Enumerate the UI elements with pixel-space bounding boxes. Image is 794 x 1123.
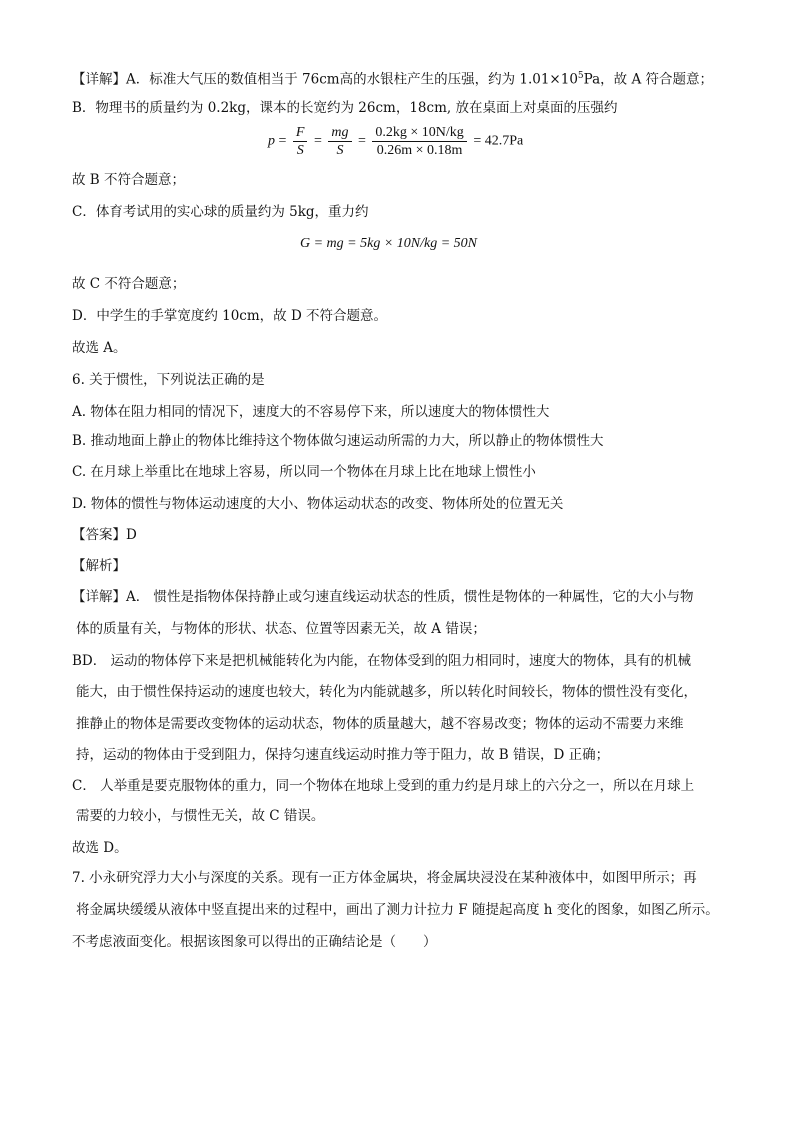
q6-option-c: C. 在月球上举重比在地球上容易，所以同一个物体在月球上比在地球上惯性小 bbox=[72, 464, 536, 480]
q6-detail-line: C． 人举重是要克服物体的重力，同一个物体在地球上受到的重力约是月球上的六分之一，所以在月球上 bbox=[72, 778, 695, 794]
question-7-stem: 将金属块缓缓从液体中竖直提出来的过程中，画出了测力计拉力 F 随提起高度 h 变化的图象，如图乙所示。 bbox=[76, 902, 719, 918]
q6-detail-line: 【详解】A． 惯性是指物体保持静止或匀速直线运动状态的性质，惯性是物体的一种属性，它的大小与物 bbox=[72, 589, 694, 605]
q6-option-a: A. 物体在阻力相同的情况下，速度大的不容易停下来，所以速度大的物体惯性大 bbox=[72, 404, 550, 420]
detail-c-conclusion: 故 C 不符合题意； bbox=[72, 276, 186, 292]
detail-a-line: 【详解】A．标准大气压的数值相当于 76cm高的水银柱产生的压强，约为 $1.01\times 10^5Pa$，故 A 符合题意； bbox=[72, 71, 714, 88]
q6-detail-line: 需要的力较小，与惯性无关，故 C 错误。 bbox=[76, 808, 325, 824]
question-7-stem: 不考虑液面变化。根据该图象可以得出的正确结论是（ ） bbox=[72, 934, 437, 950]
q6-detail-line: 体的质量有关，与物体的形状、状态、位置等因素无关，故 A 错误； bbox=[76, 621, 486, 637]
q6-answer: 【答案】D bbox=[72, 527, 137, 543]
q6-option-b: B. 推动地面上静止的物体比维持这个物体做匀速运动所需的力大，所以静止的物体惯性大 bbox=[72, 433, 604, 449]
q6-detail-line: BD． 运动的物体停下来是把机械能转化为内能，在物体受到的阻力相同时，速度大的物体，具有的机械 bbox=[72, 653, 692, 669]
question-6-stem: 6. 关于惯性，下列说法正确的是 bbox=[72, 372, 265, 388]
detail-b-line: B．物理书的质量约为 0.2kg，课本的长宽约为 26cm，18cm, 放在桌面上对桌面的压强约 bbox=[72, 100, 618, 116]
q6-analysis-heading: 【解析】 bbox=[72, 558, 126, 574]
detail-d-line: D．中学生的手掌宽度约 10cm，故 D 不符合题意。 bbox=[72, 308, 388, 324]
question-7-stem: 7. 小永研究浮力大小与深度的关系。现有一正方体金属块，将金属块浸没在某种液体中，如图甲所示；再 bbox=[72, 870, 697, 886]
q6-detail-line: 能大，由于惯性保持运动的速度也较大，转化为内能就越多，所以转化时间较长，物体的惯性没有变化， bbox=[76, 684, 697, 700]
detail-c-line: C．体育考试用的实心球的质量约为 5kg，重力约 bbox=[72, 204, 369, 220]
q6-choice-conclusion: 故选 D。 bbox=[72, 840, 128, 856]
gravity-equation: G = mg = 5kg × 10N/kg = 50N bbox=[300, 236, 478, 251]
q6-option-d: D. 物体的惯性与物体运动速度的大小、物体运动状态的改变、物体所处的位置无关 bbox=[72, 496, 564, 512]
choice-conclusion: 故选 A。 bbox=[72, 340, 127, 356]
q6-detail-line: 持，运动的物体由于受到阻力，保持匀速直线运动时推力等于阻力，故 B 错误，D 正确； bbox=[76, 747, 610, 763]
pressure-equation: p = $\frac{F}{S}$ = $\frac{mg}{S}$ = $\frac{0.2kg \times 10N/kg}{0.26m \times 0.18m}$ = 42.7Pa bbox=[268, 125, 524, 158]
q6-detail-line: 推静止的物体是需要改变物体的运动状态，物体的质量越大，越不容易改变；物体的运动不需要力来维 bbox=[76, 716, 684, 732]
detail-b-conclusion: 故 B 不符合题意； bbox=[72, 172, 186, 188]
